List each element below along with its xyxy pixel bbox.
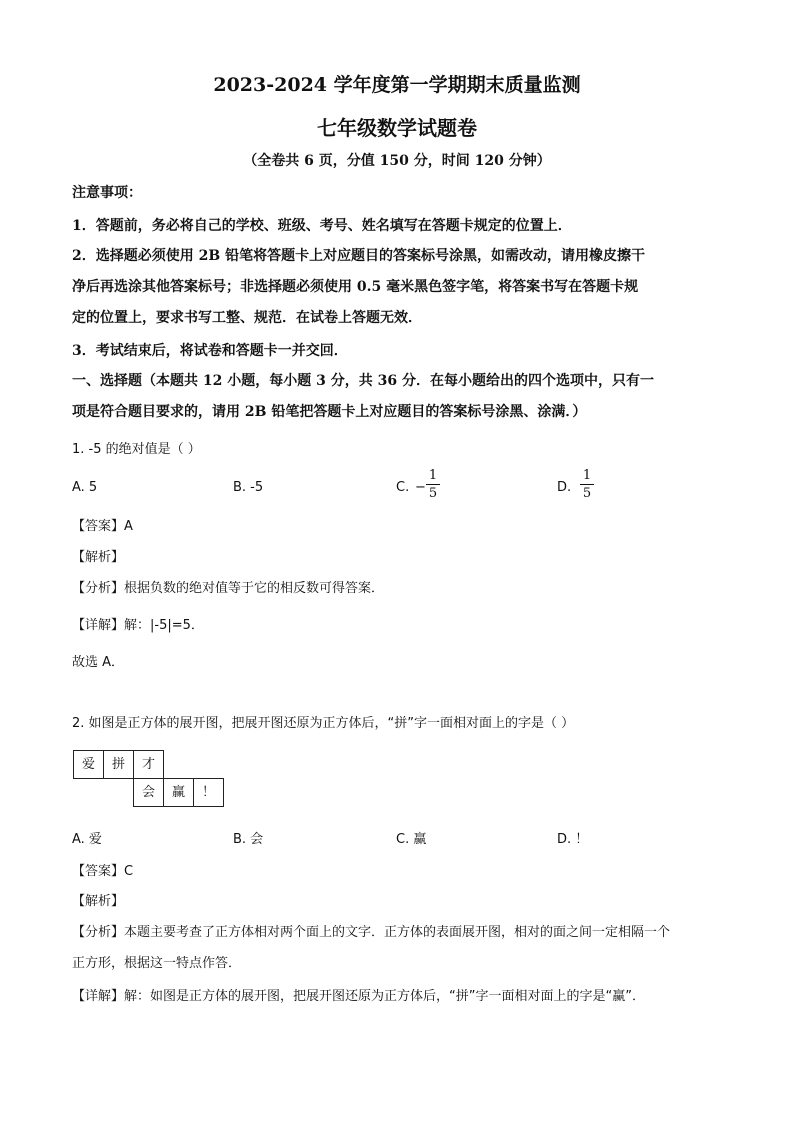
q2-option-b: B. 会 [233, 832, 264, 847]
notice-item-1: 1．答题前，务必将自己的学校、班级、考号、姓名填写在答题卡规定的位置上． [72, 218, 572, 234]
cube-net-cell: 爱 [73, 750, 104, 779]
q2-answer: 【答案】C [72, 864, 134, 879]
exam-title: 2023-2024 学年度第一学期期末质量监测 [213, 74, 581, 96]
q1-stem: 1. -5 的绝对值是（ ） [72, 442, 201, 457]
notice-item-2-line-2: 净后再选涂其他答案标号；非选择题必须使用 0.5 毫米黑色签字笔，将答案书写在答题卡规 [72, 279, 639, 295]
notice-item-2-line-1: 2．选择题必须使用 2B 铅笔将答题卡上对应题目的答案标号涂黑，如需改动，请用橡皮擦干 [72, 248, 646, 264]
q1-option-c-fraction [426, 468, 440, 501]
q1-option-d-numerator: 1 [582, 468, 592, 483]
notice-heading: 注意事项： [72, 185, 142, 201]
q1-fenxi: 【分析】根据负数的绝对值等于它的相反数可得答案． [72, 581, 385, 596]
exam-info: （全卷共 6 页，分值 150 分，时间 120 分钟） [243, 153, 551, 169]
q1-option-c-sign: − [415, 480, 426, 495]
q1-option-d-fraction [580, 468, 594, 501]
q1-option-d-denominator: 5 [582, 486, 592, 501]
cube-net-cell: 会 [133, 778, 164, 807]
q2-option-d: D. ！ [557, 832, 589, 847]
q2-analysis-heading: 【解析】 [72, 894, 125, 909]
fraction-bar [580, 484, 594, 485]
fraction-bar [426, 484, 440, 485]
q2-fenxi-line-2: 正方形，根据这一特点作答． [72, 956, 242, 971]
q2-detail: 【详解】解：如图是正方体的展开图，把展开图还原为正方体后，“拼”字一面相对面上的字是“赢”． [72, 989, 645, 1004]
q1-option-c-label: C. [396, 480, 410, 495]
q2-fenxi-line-1: 【分析】本题主要考查了正方体相对两个面上的文字．正方体的表面展开图，相对的面之间一定相隔一个 [72, 925, 671, 940]
q1-detail: 【详解】解：|-5|=5． [72, 618, 204, 633]
notice-item-3: 3．考试结束后，将试卷和答题卡一并交回． [72, 343, 348, 359]
q1-analysis-heading: 【解析】 [72, 550, 125, 565]
cube-net-cell: ！ [193, 778, 224, 807]
q2-stem: 2. 如图是正方体的展开图，把展开图还原为正方体后，“拼”字一面相对面上的字是（ ） [72, 716, 575, 731]
q1-option-a: A. 5 [72, 480, 98, 495]
section1-heading-line-2: 项是符合题目要求的，请用 2B 铅笔把答题卡上对应题目的答案标号涂黑、涂满．） [72, 404, 587, 420]
q1-option-d-label: D. [557, 480, 572, 495]
q1-option-c-denominator: 5 [428, 486, 438, 501]
notice-item-2-line-3: 定的位置上，要求书写工整、规范．在试卷上答题无效． [72, 310, 422, 326]
cube-net-cell: 才 [133, 750, 164, 779]
q1-answer: 【答案】A [72, 519, 133, 534]
q1-conclusion: 故选 A． [72, 655, 125, 670]
q2-option-c: C. 赢 [396, 832, 427, 847]
q1-option-c-numerator: 1 [428, 468, 438, 483]
section1-heading-line-1: 一、选择题（本题共 12 小题，每小题 3 分，共 36 分．在每小题给出的四个选项中，只有一 [72, 373, 654, 389]
q2-option-a: A. 爱 [72, 832, 102, 847]
cube-net-cell: 拼 [103, 750, 134, 779]
q1-option-b: B. -5 [233, 480, 264, 495]
cube-net-cell: 赢 [163, 778, 194, 807]
exam-subtitle: 七年级数学试题卷 [317, 116, 477, 140]
